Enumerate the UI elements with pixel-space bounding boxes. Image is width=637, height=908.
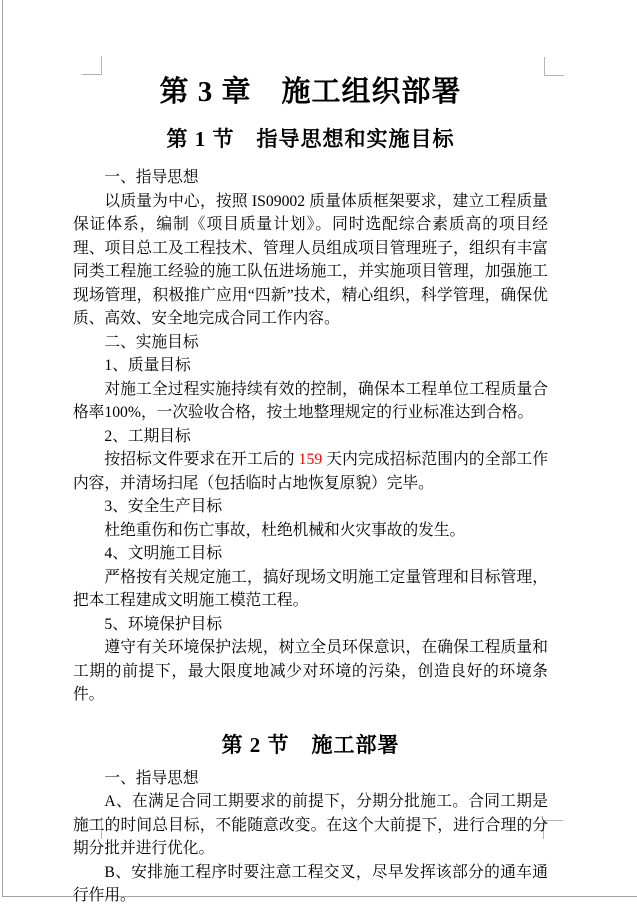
paragraph-s2-item-b: B、安排施工程序时要注意工程交叉，尽早发挥该部分的通车通行作用。 (73, 863, 548, 904)
paragraph-guiding-ideology-text: 以质量为中心，按照 IS09002 质量体质框架要求，建立工程质量保证体系，编制《项目质量计划》。同时选配综合素质高的项目经理、项目总工及工程技术、管理人员组成项目管理班子，组织有丰富同类工程施工经验的施工队伍进场施工，并实施项目管理，加强施工现场管理，积极推广应用“四新”技术，精心组织，科学管理，确保优质、高效、安全地完成合同工作内容。 (73, 192, 548, 327)
paragraph-safety-goal-text: 杜绝重伤和伤亡事故，杜绝机械和火灾事故的发生。 (104, 521, 466, 539)
paragraph-schedule-goal-heading: 2、工期目标 (104, 427, 191, 445)
paragraph-implementation-goals-heading: 二、实施目标 (104, 333, 199, 351)
crop-mark-top-left (82, 56, 102, 75)
paragraph-quality-goal-text: 对施工全过程实施持续有效的控制，确保本工程单位工程质量合格率100%，一次验收合格，按土地整理规定的行业标准达到合格。 (73, 380, 548, 421)
paragraph-safety-goal-heading: 3、安全生产目标 (104, 498, 223, 515)
section-2-title: 第 2 节 施工部署 (221, 732, 400, 757)
paragraph-quality-goal-heading: 1、质量目标 (104, 357, 191, 374)
paragraph-guiding-ideology-heading: 一、指导思想 (104, 169, 199, 186)
paragraph-civilized-construction-heading: 4、文明施工目标 (104, 545, 223, 562)
paragraph-environment-goal-text: 遵守有关环境保护法规，树立全员环保意识，在确保工程质量和工期的前提下，最大限度地减少对环境的污染，创造良好的环境条件。 (73, 639, 548, 703)
section-1-title: 第 1 节 指导思想和实施目标 (166, 127, 455, 151)
paragraph-schedule-goal-text (73, 448, 548, 495)
document-page (2, 0, 637, 904)
chapter-title: 第 3 章 施工组织部署 (159, 76, 462, 108)
page-content (73, 74, 548, 908)
paragraph-environment-goal-heading: 5、环境保护目标 (104, 615, 223, 633)
duration-days-value: 159 (298, 451, 323, 468)
paragraph-s2-item-a: A、在满足合同工期要求的前提下，分期分批施工。合同工期是施工的时间总目标，不能随意改变。在这个大前提下，进行合理的分期分批并进行优化。 (73, 793, 548, 857)
paragraph-civilized-construction-text: 严格按有关规定施工，搞好现场文明施工定量管理和目标管理，把本工程建成文明施工模范工程。 (73, 568, 548, 609)
paragraph-s2-guiding-ideology-heading: 一、指导思想 (104, 769, 199, 787)
duration-text-after: 天内完成招标范围内的全部工作内容，并清场扫尾（包括临时占地恢复原貌）完毕。 (73, 451, 549, 492)
duration-text-before: 按招标文件要求在开工后的 (104, 451, 299, 468)
